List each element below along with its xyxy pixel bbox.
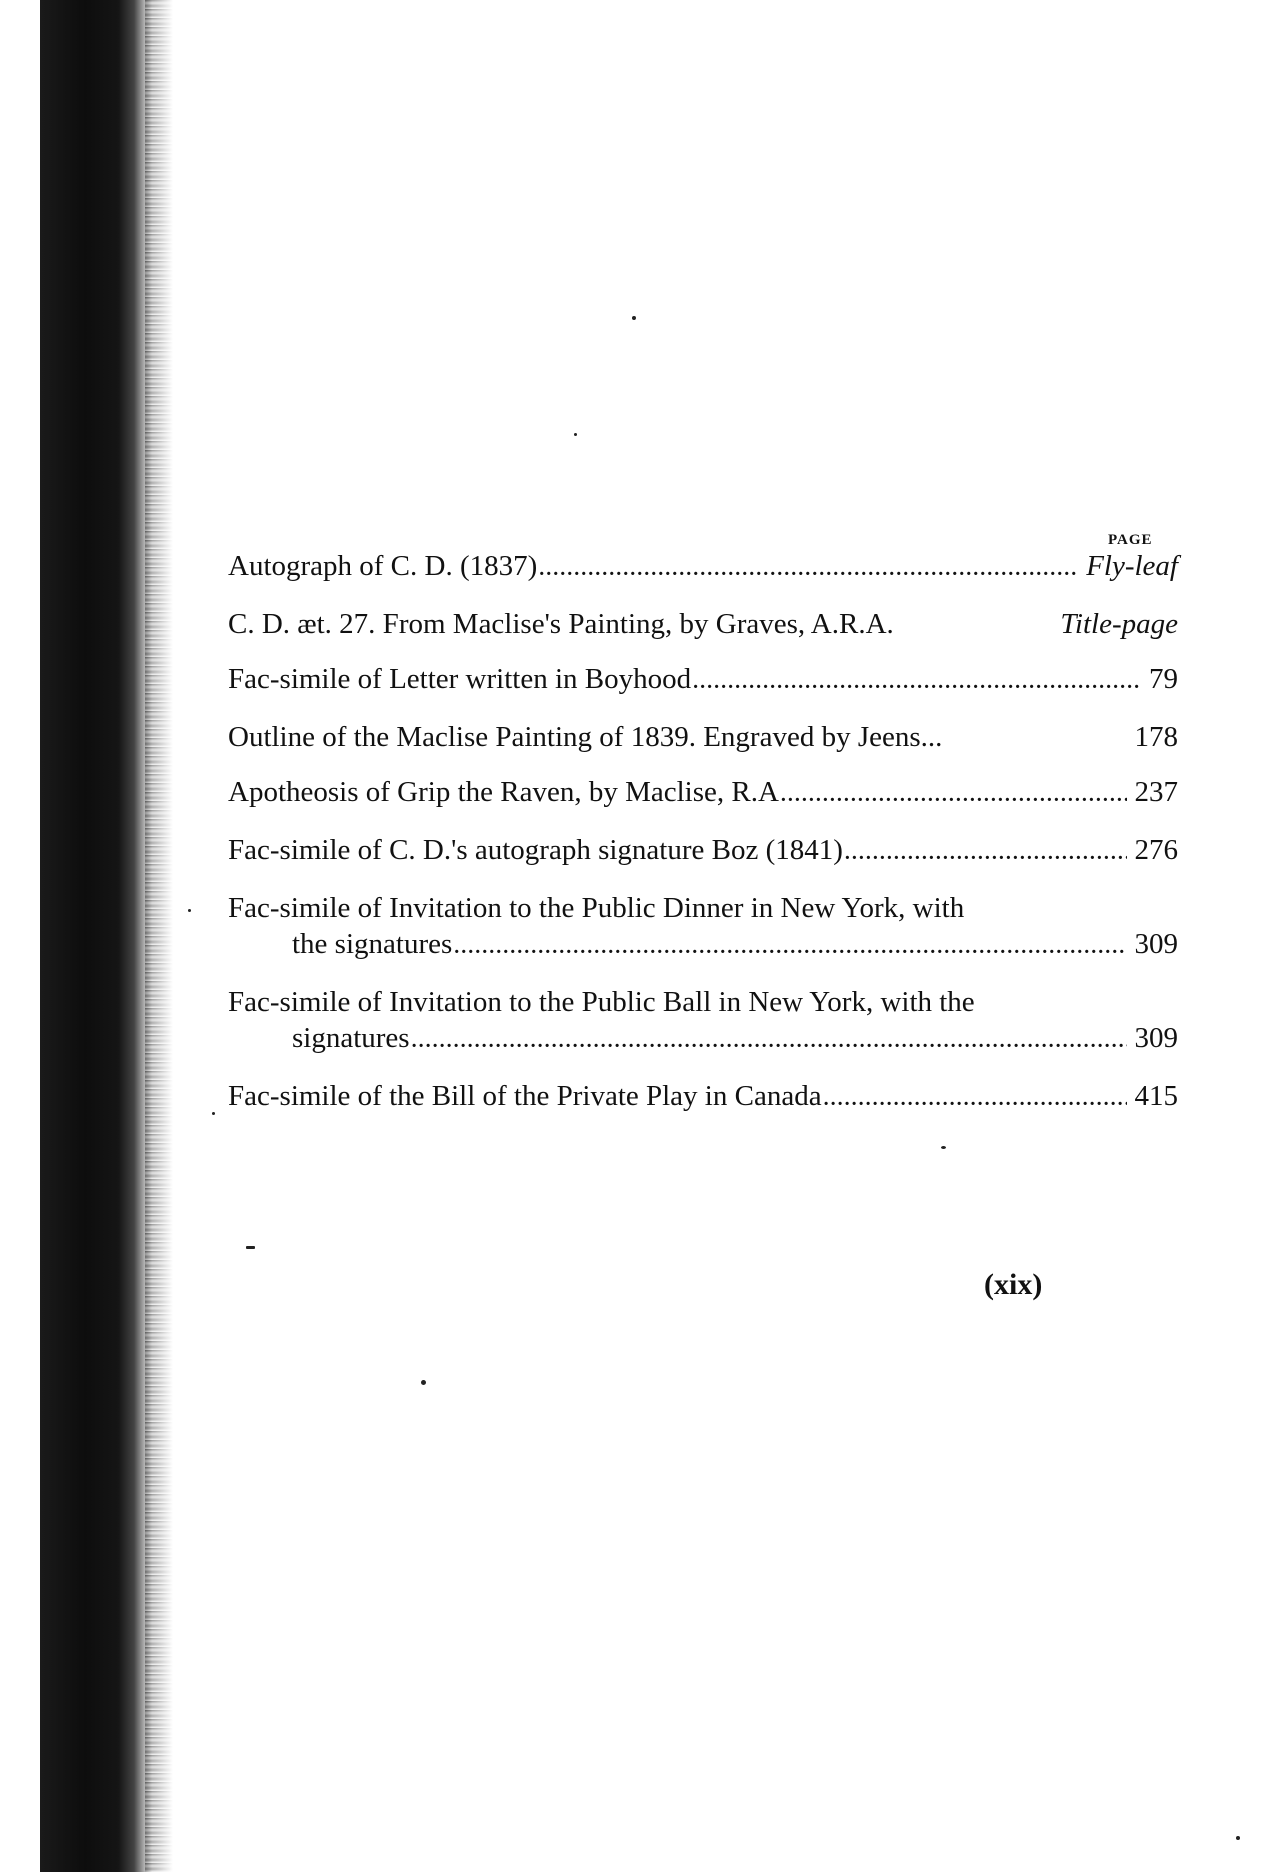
entry-title: Fac-simile of the Bill of the Private Play in Canada bbox=[228, 1080, 822, 1112]
dot-leader bbox=[845, 835, 1127, 871]
list-item bbox=[228, 890, 1178, 965]
dot-leader bbox=[824, 1081, 1127, 1117]
entry-title: Fac-simile of C. D.'s autograph signature Boz (1841) bbox=[228, 834, 843, 866]
entry-title-line-1: Fac-simile of Invitation to the Public Dinner in New York, with bbox=[228, 892, 965, 924]
entry-page: 415 bbox=[1134, 1080, 1178, 1112]
scan-speck bbox=[632, 316, 636, 320]
scan-speck bbox=[188, 909, 191, 912]
illustrations-list bbox=[228, 548, 1178, 1136]
binding-edge-texture bbox=[145, 0, 173, 1872]
dot-leader bbox=[781, 777, 1127, 813]
entry-title: Autograph of C. D. (1837) bbox=[228, 550, 538, 582]
entry-continuation bbox=[228, 926, 1178, 965]
entry-page: 178 bbox=[1134, 721, 1178, 753]
entry-title-line-2: the signatures bbox=[292, 928, 453, 960]
entry-title-line-1: Fac-simile of Invitation to the Public Ball in New York, with the bbox=[228, 986, 975, 1018]
scan-speck bbox=[574, 433, 577, 436]
list-item bbox=[228, 832, 1178, 871]
page-column-header: PAGE bbox=[1108, 532, 1153, 548]
scan-speck bbox=[421, 1380, 426, 1385]
scan-speck bbox=[941, 1146, 946, 1149]
list-item bbox=[228, 606, 1178, 642]
dot-leader bbox=[693, 664, 1141, 700]
entry-page: 309 bbox=[1134, 1022, 1178, 1054]
page-margin bbox=[0, 0, 40, 1872]
entry-page: Title-page bbox=[1060, 608, 1178, 640]
scan-speck bbox=[212, 1112, 215, 1115]
scan-speck bbox=[1236, 1836, 1240, 1840]
scan-speck bbox=[246, 1246, 255, 1249]
list-item bbox=[228, 774, 1178, 813]
list-item bbox=[228, 548, 1178, 587]
entry-title: Apotheosis of Grip the Raven, by Maclise, R.A bbox=[228, 776, 779, 808]
list-item bbox=[228, 719, 1178, 755]
entry-title: Fac-simile of Letter written in Boyhood bbox=[228, 663, 692, 695]
entry-title-line-2: signatures bbox=[292, 1022, 410, 1054]
entry-title: C. D. æt. 27. From Maclise's Painting, by Graves, A.R.A. bbox=[228, 608, 894, 640]
list-item bbox=[228, 984, 1178, 1059]
entry-page: Fly-leaf bbox=[1086, 550, 1178, 582]
entry-page: 237 bbox=[1134, 776, 1178, 808]
entry-page: 276 bbox=[1134, 834, 1178, 866]
dot-leader bbox=[539, 551, 1078, 587]
list-item bbox=[228, 1078, 1178, 1117]
entry-page: 79 bbox=[1149, 663, 1178, 695]
entry-title: Outline of the Maclise Painting of 1839. Engraved by Jeens... bbox=[228, 721, 943, 753]
dot-leader bbox=[412, 1023, 1127, 1059]
dot-leader bbox=[454, 929, 1126, 965]
binding-shadow bbox=[40, 0, 152, 1872]
list-item bbox=[228, 661, 1178, 700]
page-folio: (xix) bbox=[984, 1268, 1043, 1301]
entry-continuation bbox=[228, 1020, 1178, 1059]
entry-page: 309 bbox=[1134, 928, 1178, 960]
